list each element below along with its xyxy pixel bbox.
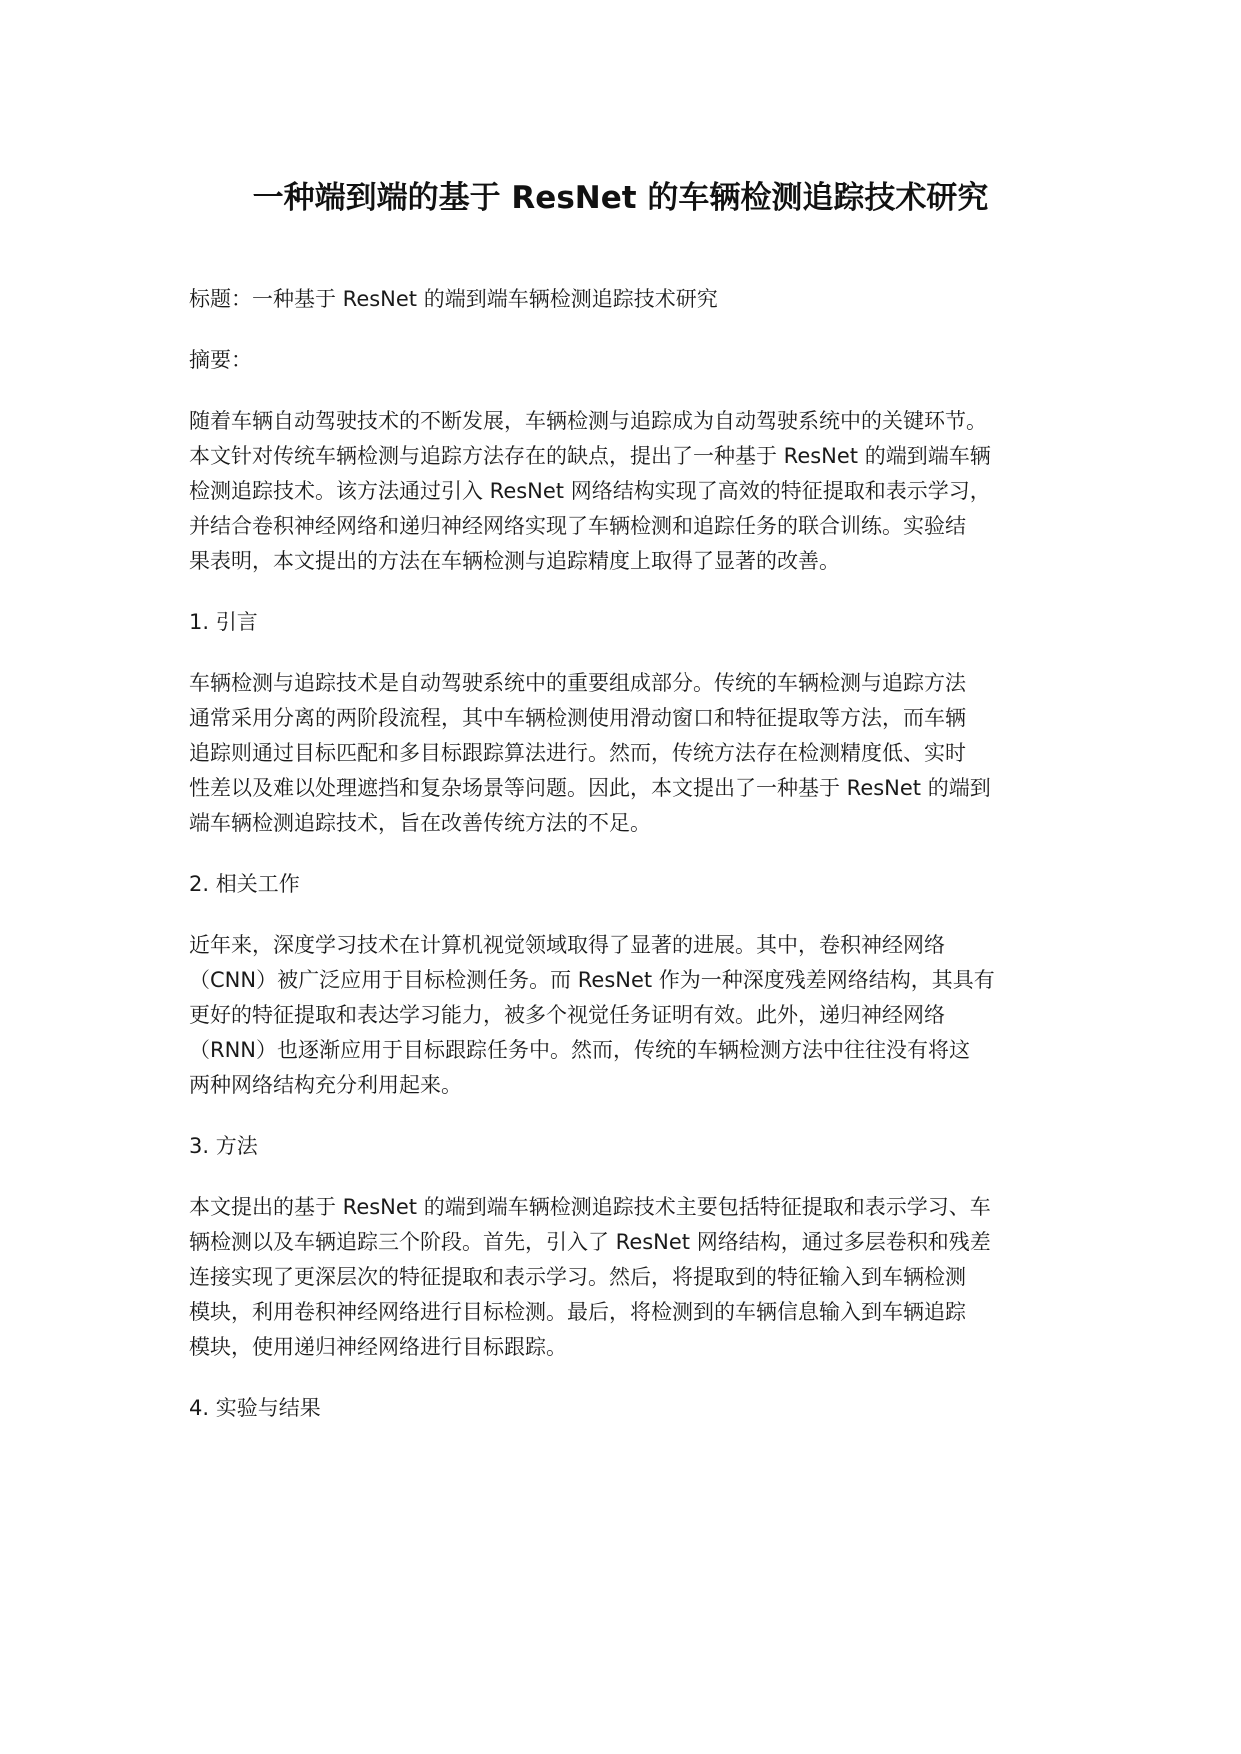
- abstract-label: 摘要：: [189, 348, 252, 372]
- paragraph-line: 追踪则通过目标匹配和多目标跟踪算法进行。然而，传统方法存在检测精度低、实时: [189, 741, 966, 765]
- subtitle-line: 标题：一种基于 ResNet 的端到端车辆检测追踪技术研究: [189, 287, 718, 311]
- section-paragraph-related-work: [189, 928, 1069, 1103]
- paragraph-line: 辆检测以及车辆追踪三个阶段。首先，引入了 ResNet 网络结构，通过多层卷积和残差: [189, 1230, 991, 1254]
- paragraph-line: （CNN）被广泛应用于目标检测任务。而 ResNet 作为一种深度残差网络结构，其具有: [189, 968, 995, 992]
- paragraph-line: 通常采用分离的两阶段流程，其中车辆检测使用滑动窗口和特征提取等方法，而车辆: [189, 706, 966, 730]
- section-paragraph-introduction: [189, 666, 1069, 841]
- paragraph-line: 模块，利用卷积神经网络进行目标检测。最后，将检测到的车辆信息输入到车辆追踪: [189, 1300, 966, 1324]
- abstract-line: 本文针对传统车辆检测与追踪方法存在的缺点，提出了一种基于 ResNet 的端到端车辆: [189, 444, 991, 468]
- paragraph-line: 近年来，深度学习技术在计算机视觉领域取得了显著的进展。其中，卷积神经网络: [189, 933, 945, 957]
- paragraph-line: 模块，使用递归神经网络进行目标跟踪。: [189, 1335, 567, 1359]
- section-heading-introduction: 1. 引言: [189, 610, 258, 634]
- paragraph-line: 性差以及难以处理遮挡和复杂场景等问题。因此，本文提出了一种基于 ResNet 的端到: [189, 776, 991, 800]
- paragraph-line: 连接实现了更深层次的特征提取和表示学习。然后，将提取到的特征输入到车辆检测: [189, 1265, 966, 1289]
- abstract-line: 果表明，本文提出的方法在车辆检测与追踪精度上取得了显著的改善。: [189, 549, 840, 573]
- section-heading-experiments: 4. 实验与结果: [189, 1396, 321, 1420]
- paragraph-line: （RNN）也逐渐应用于目标跟踪任务中。然而，传统的车辆检测方法中往往没有将这: [189, 1038, 971, 1062]
- abstract-line: 随着车辆自动驾驶技术的不断发展，车辆检测与追踪成为自动驾驶系统中的关键环节。: [189, 409, 987, 433]
- paragraph-line: 更好的特征提取和表达学习能力，被多个视觉任务证明有效。此外，递归神经网络: [189, 1003, 945, 1027]
- document-title: 一种端到端的基于 ResNet 的车辆检测追踪技术研究: [252, 180, 989, 216]
- section-paragraph-method: [189, 1190, 1069, 1365]
- document-body: [189, 282, 1069, 1452]
- abstract-paragraph: [189, 404, 1069, 579]
- paragraph-line: 车辆检测与追踪技术是自动驾驶系统中的重要组成部分。传统的车辆检测与追踪方法: [189, 671, 966, 695]
- abstract-line: 检测追踪技术。该方法通过引入 ResNet 网络结构实现了高效的特征提取和表示学习，: [189, 479, 991, 503]
- abstract-line: 并结合卷积神经网络和递归神经网络实现了车辆检测和追踪任务的联合训练。实验结: [189, 514, 966, 538]
- section-heading-method: 3. 方法: [189, 1134, 258, 1158]
- paragraph-line: 两种网络结构充分利用起来。: [189, 1073, 462, 1097]
- section-heading-related-work: 2. 相关工作: [189, 872, 300, 896]
- paragraph-line: 端车辆检测追踪技术，旨在改善传统方法的不足。: [189, 811, 651, 835]
- paragraph-line: 本文提出的基于 ResNet 的端到端车辆检测追踪技术主要包括特征提取和表示学习、车: [189, 1195, 991, 1219]
